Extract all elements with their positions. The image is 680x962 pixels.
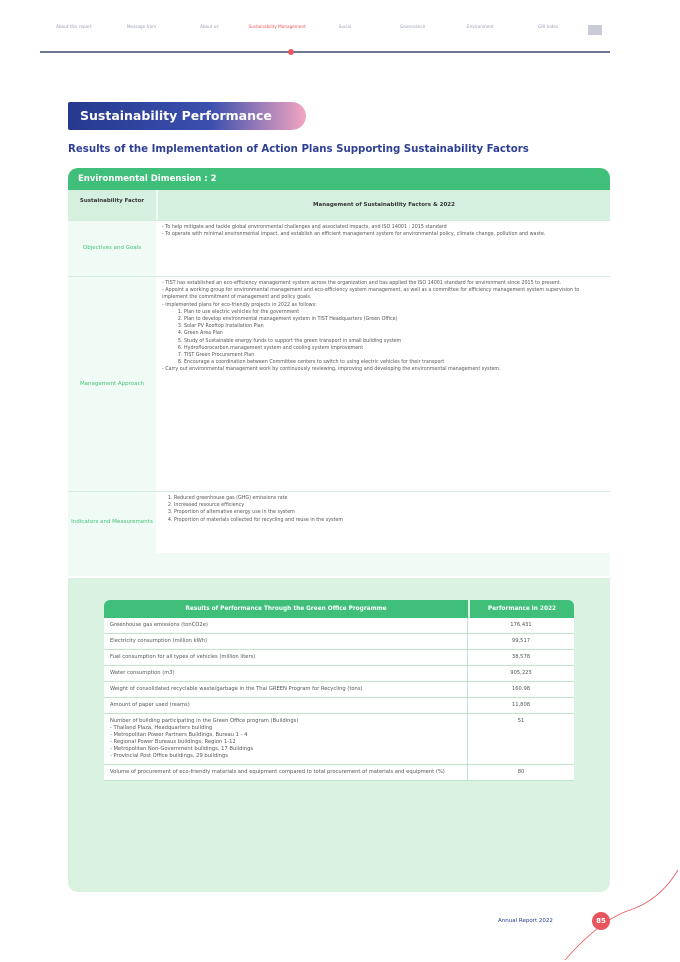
list-item: 4. Green Area Plan (184, 330, 602, 337)
head-value: Performance in 2022 (470, 600, 574, 618)
page-number: 85 (592, 912, 610, 930)
nav-item[interactable]: Message from (126, 24, 157, 29)
column-head-factor: Sustainability Factor (68, 190, 156, 220)
indicator-cell: Weight of consolidated recyclable waste/garbage in the Thai GREEN Program for Recycling (tons) (104, 682, 468, 697)
menu-icon[interactable] (588, 25, 602, 35)
environmental-table (68, 168, 610, 576)
decorative-curve (560, 860, 680, 962)
list-item: 7. TIST Green Procurement Plan (184, 352, 602, 359)
nav-active-dot (288, 49, 294, 55)
row-management (68, 276, 610, 491)
indicator-cell: Fuel consumption for all types of vehicles (million liters) (104, 650, 468, 665)
performance-panel (68, 578, 610, 892)
nav-underline (40, 51, 610, 53)
nav-item[interactable]: Social (338, 24, 352, 29)
row-text (156, 492, 610, 553)
list-item: 6. Hydrofluorocarbon management system and cooling system improvement (184, 345, 602, 352)
indicator-cell: Electricity consumption (million kWh) (104, 634, 468, 649)
performance-table (104, 600, 574, 781)
text-line: - Carry out environmental management work by continuously reviewing, improving and developing the environmental management system. (162, 367, 501, 373)
indicator-cell: Amount of paper used (reams) (104, 698, 468, 713)
list-item: 1. Reduced greenhouse gas (GHG) emissions rate (174, 495, 602, 502)
text-line: - To operate with minimal environmental impact, and establish an efficient management system for environmental policy, climate change, pollution and waste. (162, 232, 546, 238)
nav-item[interactable]: About us (200, 24, 219, 29)
table-row (104, 698, 574, 714)
nav-item[interactable]: GRI Index (538, 24, 559, 29)
value-cell: 905,223 (510, 670, 532, 676)
indicator-list (162, 495, 602, 524)
row-label: Indicators and Measurements (71, 519, 153, 525)
value-cell: 38,578 (511, 654, 531, 660)
section-badge: Sustainability Performance (68, 102, 306, 130)
top-navigation (40, 20, 610, 52)
nav-item[interactable]: Environment (467, 24, 494, 29)
table-row (104, 618, 574, 634)
row-indicators (68, 491, 610, 553)
value-cell: 99,517 (511, 638, 531, 644)
text-line: - To help mitigate and tackle global environmental challenges and associated impacts, and ISO 14001 : 2015 standard (162, 225, 447, 230)
list-item: 5. Study of Sustainable energy funds to support the green transport in small building system (184, 338, 602, 345)
list-item: 8. Encourage a coordination between Committee centers to switch to using electric vehicles for their transport (184, 359, 602, 366)
indicator-cell: Volume of procurement of eco-friendly materials and equipment compared to total procurement of materials and equipment (%) (104, 765, 468, 780)
row-label: Management Approach (79, 380, 145, 387)
nav-item[interactable]: Sustainability Management (248, 24, 306, 29)
indicator-cell: Greenhouse gas emissions (tonCO2e) (104, 618, 468, 633)
project-list (162, 309, 602, 367)
indicator-cell: Number of building participating in the Green Office program (Buildings) - Thailand Plaza, Headquarters building - Metropolitan Power Partners Buildings, Bureau 1 - 4 - Regional Power Bureaus buildings, Region 1-12 - Metropolitan Non-Government buildings, 17 Buildings - Provincial Post Office buildings, 29 buildings (104, 714, 468, 764)
text-line: - Appoint a working group for environmental management and eco-efficiency system management, as well as a committee for efficiency management system supervision to implement the commitment of management and policy goals. (162, 288, 580, 301)
table-row (104, 765, 574, 781)
table-row (104, 650, 574, 666)
text-line: - Implemented plans for eco-friendly projects in 2022 as follows: (162, 302, 317, 308)
row-text (156, 277, 610, 491)
table-row (104, 682, 574, 698)
row-label: Objectives and Goals (82, 245, 142, 251)
text-line: - TIST has established an eco-efficiency management system across the organization and has applied the ISO 14001 standard for environment since 2015 to present. (162, 281, 562, 286)
performance-table-head (104, 600, 574, 618)
list-item: 2. Increased resource efficiency (174, 502, 602, 509)
list-item: 4. Proportion of materials collected for recycling and reuse in the system (174, 517, 602, 524)
indicator-cell: Water consumption (m3) (104, 666, 468, 681)
nav-item[interactable]: Governance (399, 24, 426, 29)
environmental-header: Environmental Dimension : 2 (68, 168, 610, 190)
value-cell: 51 (517, 718, 525, 724)
head-indicator: Results of Performance Through the Green Office Programme (104, 600, 468, 618)
list-item: 2. Plan to develop environmental management system in TIST Headquarters (Green Office) (184, 316, 602, 323)
value-cell: 176,431 (510, 622, 532, 628)
table-row (104, 634, 574, 650)
environmental-column-head (68, 190, 610, 220)
footer-report-label: Annual Report 2022 (498, 918, 553, 924)
column-head-management: Management of Sustainability Factors & 2022 (158, 190, 610, 220)
table-row (104, 714, 574, 765)
list-item: 1. Plan to use electric vehicles for the government (184, 309, 602, 316)
nav-item[interactable]: About this report (56, 24, 92, 29)
table-row (104, 666, 574, 682)
list-item: 3. Solar PV Rooftop Installation Plan (184, 323, 602, 330)
row-objectives (68, 220, 610, 276)
value-cell: 80 (517, 769, 525, 775)
page-subtitle: Results of the Implementation of Action Plans Supporting Sustainability Factors (68, 144, 529, 155)
row-text (156, 221, 610, 276)
list-item: 3. Proportion of alternative energy use in the system (174, 509, 602, 516)
value-cell: 160.98 (511, 686, 531, 692)
value-cell: 11,808 (511, 702, 531, 708)
